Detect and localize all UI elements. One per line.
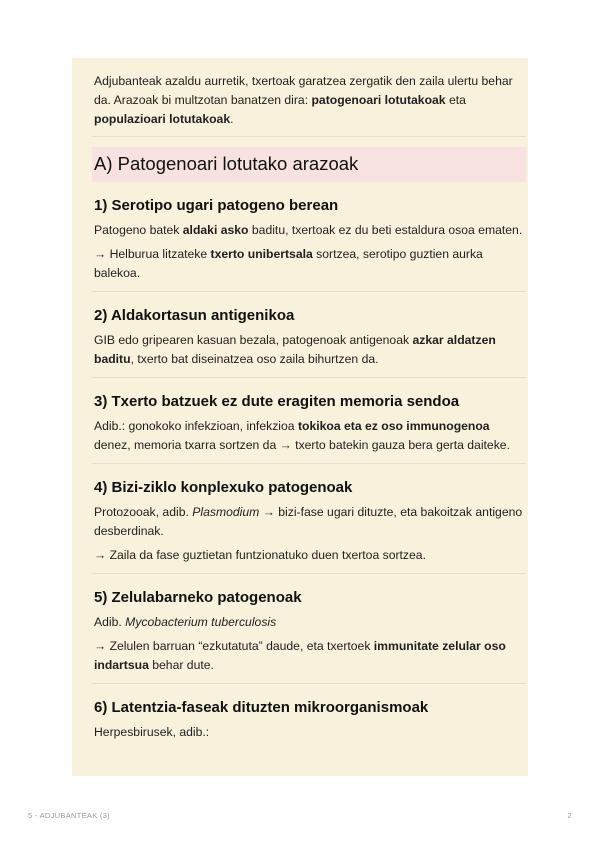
item-heading: 3) Txerto batzuek ez dute eragiten memoria sendoa: [94, 393, 460, 410]
item-3: [94, 392, 526, 464]
item-paragraph: → Zelulen barruan “ezkutatuta” daude, eta txertoek immunitate zelular oso indartsua behar dute.: [94, 639, 506, 672]
item-1: [94, 196, 526, 292]
item-4: [94, 478, 526, 574]
intro-paragraph: Adjubanteak azaldu aurretik, txertoak garatzea zergatik den zaila ulertu behar da. Arazoak bi multzotan banatzen dira: patogenoari lotutakoak eta populazioari lotutakoak.: [94, 74, 513, 126]
item-heading: 4) Bizi-ziklo konplexuko patogenoak: [94, 479, 353, 496]
item-6: [94, 698, 526, 742]
divider: [92, 291, 526, 292]
divider: [92, 683, 526, 684]
item-2: [94, 306, 526, 378]
item-paragraph: Adib. Mycobacterium tuberculosis: [94, 615, 277, 629]
item-paragraph: → Helburua litzateke txerto unibertsala sortzea, serotipo guztien aurka balekoa.: [94, 247, 483, 280]
item-paragraph: Protozooak, adib. Plasmodium → bizi-fase ugari dituzte, eta bakoitzak antigeno desberdinak.: [94, 505, 523, 538]
divider: [92, 573, 526, 574]
footer-title: 5 - ADJUBANTEAK (3): [28, 811, 110, 820]
page-number: 2: [567, 811, 572, 820]
item-heading: 1) Serotipo ugari patogeno berean: [94, 197, 339, 214]
item-heading: 5) Zelulabarneko patogenoak: [94, 589, 302, 606]
document-content: [94, 72, 526, 742]
item-paragraph: GIB edo gripearen kasuan bezala, patogenoak antigenoak azkar aldatzen baditu, txerto bat diseinatzea oso zaila bihurtzen da.: [94, 333, 496, 366]
item-heading: 6) Latentzia-faseak dituzten mikroorganismoak: [94, 699, 429, 716]
section-heading: A) Patogenoari lotutako arazoak: [92, 147, 526, 182]
divider: [92, 463, 526, 464]
item-paragraph: Herpesbirusek, adib.:: [94, 725, 210, 739]
divider: [92, 377, 526, 378]
item-paragraph: Patogeno batek aldaki asko baditu, txertoak ez du beti estaldura osoa ematen.: [94, 223, 523, 237]
item-heading: 2) Aldakortasun antigenikoa: [94, 307, 295, 324]
item-paragraph: → Zaila da fase guztietan funtzionatuko duen txertoa sortzea.: [94, 548, 426, 562]
item-5: [94, 588, 526, 684]
divider: [92, 136, 526, 137]
item-paragraph: Adib.: gonokoko infekzioan, infekzioa tokikoa eta ez oso immunogenoa denez, memoria txarra sortzen da → txerto batekin gauza bera gerta daiteke.: [94, 419, 510, 452]
